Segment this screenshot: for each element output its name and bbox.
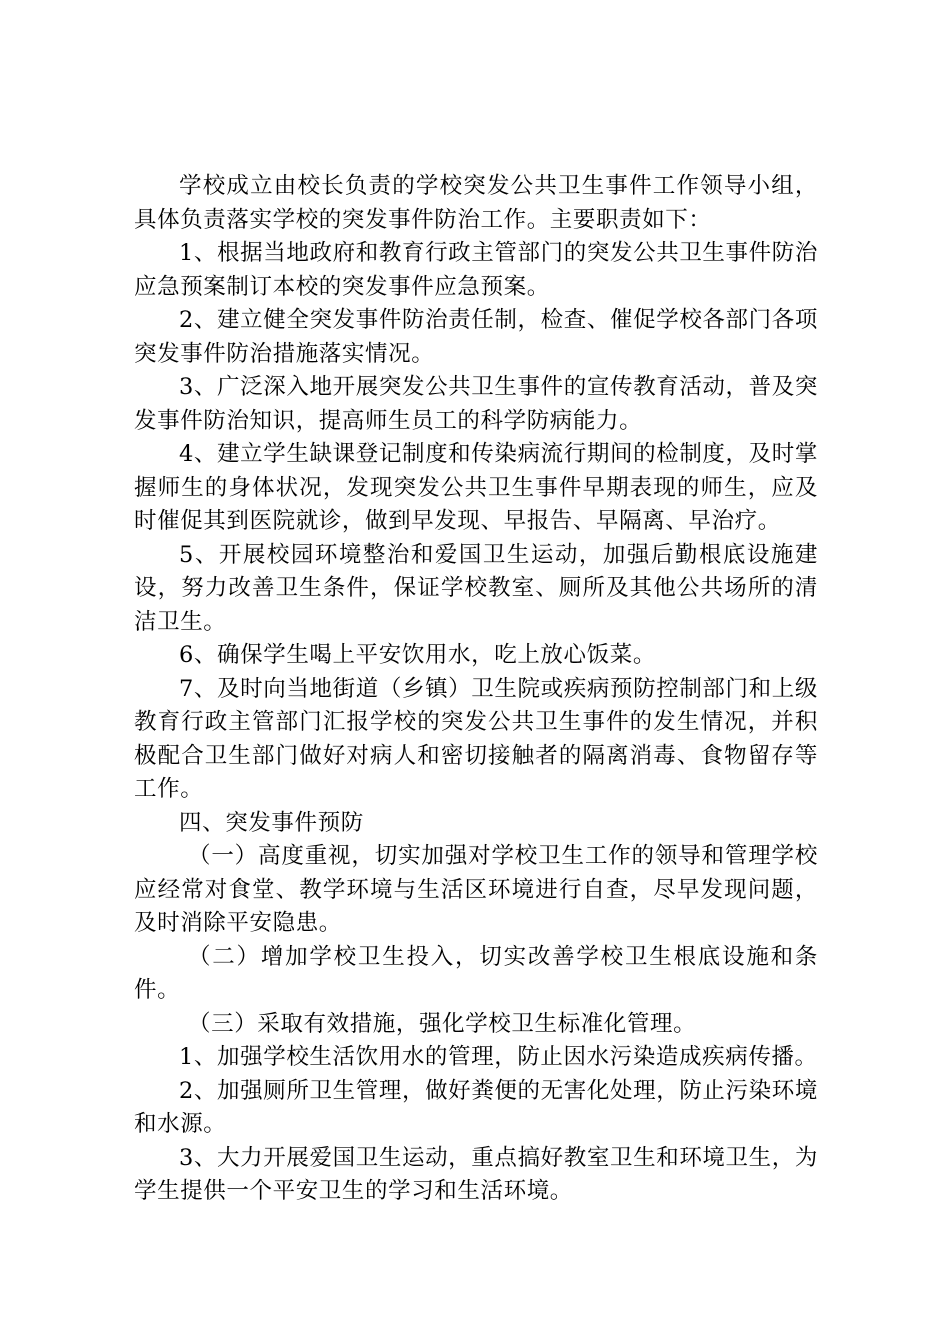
paragraph-duty-1: 1、根据当地政府和教育行政主管部门的突发公共卫生事件防治应急预案制订本校的突发事件应急预案。: [134, 240, 818, 300]
paragraph-duty-3: 3、广泛深入地开展突发公共卫生事件的宣传教育活动，普及突发事件防治知识，提高师生员工的科学防病能力。: [134, 374, 818, 434]
paragraph-measure-2: 2、加强厕所卫生管理，做好粪便的无害化处理，防止污染环境和水源。: [134, 1077, 818, 1137]
paragraph-intro: 学校成立由校长负责的学校突发公共卫生事件工作领导小组，具体负责落实学校的突发事件防治工作。主要职责如下：: [134, 173, 818, 233]
paragraph-duty-2: 2、建立健全突发事件防治责任制，检查、催促学校各部门各项突发事件防治措施落实情况。: [134, 307, 818, 367]
paragraph-measure-1: 1、加强学校生活饮用水的管理，防止因水污染造成疾病传播。: [179, 1044, 818, 1070]
paragraph-measure-3: 3、大力开展爱国卫生运动，重点搞好教室卫生和环境卫生，为学生提供一个平安卫生的学习和生活环境。: [134, 1144, 818, 1204]
paragraph-duty-4: 4、建立学生缺课登记制度和传染病流行期间的检制度，及时掌握师生的身体状况，发现突发公共卫生事件早期表现的师生，应及时催促其到医院就诊，做到早发现、早报告、早隔离、早治疗。: [134, 441, 818, 534]
section-heading-prevention: 四、突发事件预防: [179, 809, 364, 836]
paragraph-prevention-3: （三）采取有效措施，强化学校卫生标准化管理。: [188, 1010, 697, 1037]
paragraph-prevention-2: （二）增加学校卫生投入，切实改善学校卫生根底设施和条件。: [134, 943, 818, 1003]
document-body: [134, 170, 818, 1209]
paragraph-duty-5: 5、开展校园环境整治和爱国卫生运动，加强后勤根底设施建设，努力改善卫生条件，保证学校教室、厕所及其他公共场所的清洁卫生。: [134, 541, 818, 635]
paragraph-duty-7: 7、及时向当地街道（乡镇）卫生院或疾病预防控制部门和上级教育行政主管部门汇报学校的突发公共卫生事件的发生情况，并积极配合卫生部门做好对病人和密切接触者的隔离消毒、食物留存等工作。: [134, 675, 818, 802]
paragraph-prevention-1: （一）高度重视，切实加强对学校卫生工作的领导和管理学校应经常对食堂、教学环境与生活区环境进行自查，尽早发现问题，及时消除平安隐患。: [134, 843, 818, 936]
paragraph-duty-6: 6、确保学生喝上平安饮用水，吃上放心饭菜。: [179, 642, 656, 668]
